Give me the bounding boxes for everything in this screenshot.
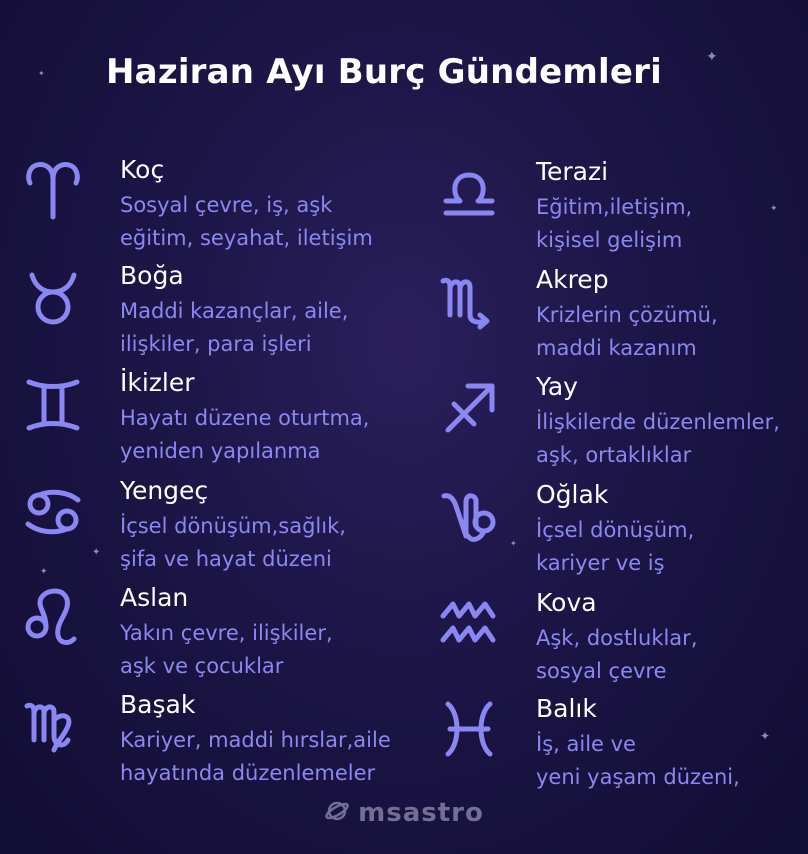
aquarius-icon	[440, 594, 498, 652]
brand-name: msastro	[358, 798, 484, 828]
sign-basak	[24, 690, 414, 790]
sign-boga	[24, 261, 414, 361]
brand-watermark	[0, 798, 808, 828]
sign-description: Krizlerin çözümü, maddi kazanım	[536, 303, 718, 360]
sign-yay	[440, 372, 808, 472]
sign-name: Balık	[536, 694, 597, 723]
sign-name: Koç	[120, 155, 165, 184]
sign-name: Oğlak	[536, 480, 609, 509]
sign-description: Sosyal çevre, iş, aşk eğitim, seyahat, iletişim	[120, 193, 373, 250]
sign-description: Yakın çevre, ilişkiler, aşk ve çocuklar	[120, 621, 333, 678]
sign-name: İkizler	[120, 368, 195, 397]
sign-name: Başak	[120, 690, 196, 719]
star-decoration: ✦	[510, 539, 517, 548]
sign-name: Yay	[536, 372, 578, 401]
sign-description: Aşk, dostluklar, sosyal çevre	[536, 626, 698, 683]
aries-icon	[24, 161, 82, 219]
sign-aslan	[24, 583, 414, 683]
sign-description: İçsel dönüşüm,sağlık, şifa ve hayat düzeni	[120, 514, 346, 571]
sign-description: İlişkilerde düzenlemler, aşk, ortaklıklar	[536, 410, 780, 467]
sign-name: Aslan	[120, 583, 189, 612]
leo-icon	[24, 589, 82, 647]
star-decoration: ✦	[770, 204, 778, 214]
sign-name: Boğa	[120, 261, 184, 290]
sign-name: Yengeç	[120, 476, 209, 505]
sign-akrep	[440, 265, 808, 365]
star-decoration: ✦	[38, 69, 45, 78]
sign-name: Terazi	[536, 157, 609, 186]
star-decoration: ✦	[706, 49, 718, 65]
sign-name: Kova	[536, 588, 597, 617]
sign-description: Kariyer, maddi hırslar,aile hayatında düzenlemeler	[120, 728, 391, 785]
sign-ikizler	[24, 368, 414, 468]
sign-terazi	[440, 157, 808, 257]
page-title: Haziran Ayı Burç Gündemleri	[106, 52, 662, 92]
sign-oglak	[440, 480, 808, 580]
star-decoration: ✦	[40, 567, 48, 577]
cancer-icon	[24, 482, 82, 540]
sign-koc	[24, 155, 414, 255]
sign-description: İçsel dönüşüm, kariyer ve iş	[536, 518, 695, 575]
planet-logo-icon	[324, 798, 350, 824]
sagittarius-icon	[440, 378, 498, 436]
sign-kova	[440, 588, 808, 688]
capricorn-icon	[440, 486, 498, 544]
sign-balik	[440, 694, 808, 794]
sign-description: Maddi kazançlar, aile, ilişkiler, para işleri	[120, 299, 349, 356]
sign-description: Hayatı düzene oturtma, yeniden yapılanma	[120, 406, 370, 463]
pisces-icon	[440, 700, 498, 758]
sign-name: Akrep	[536, 265, 609, 294]
star-decoration: ✦	[760, 729, 771, 743]
virgo-icon	[24, 696, 82, 754]
star-decoration: ✦	[92, 547, 101, 558]
taurus-icon	[24, 267, 82, 325]
scorpio-icon	[440, 271, 498, 329]
sign-description: İş, aile ve yeni yaşam düzeni,	[536, 732, 740, 789]
libra-icon	[440, 163, 498, 221]
gemini-icon	[24, 374, 82, 432]
sign-yengec	[24, 476, 414, 576]
sign-description: Eğitim,iletişim, kişisel gelişim	[536, 195, 693, 252]
